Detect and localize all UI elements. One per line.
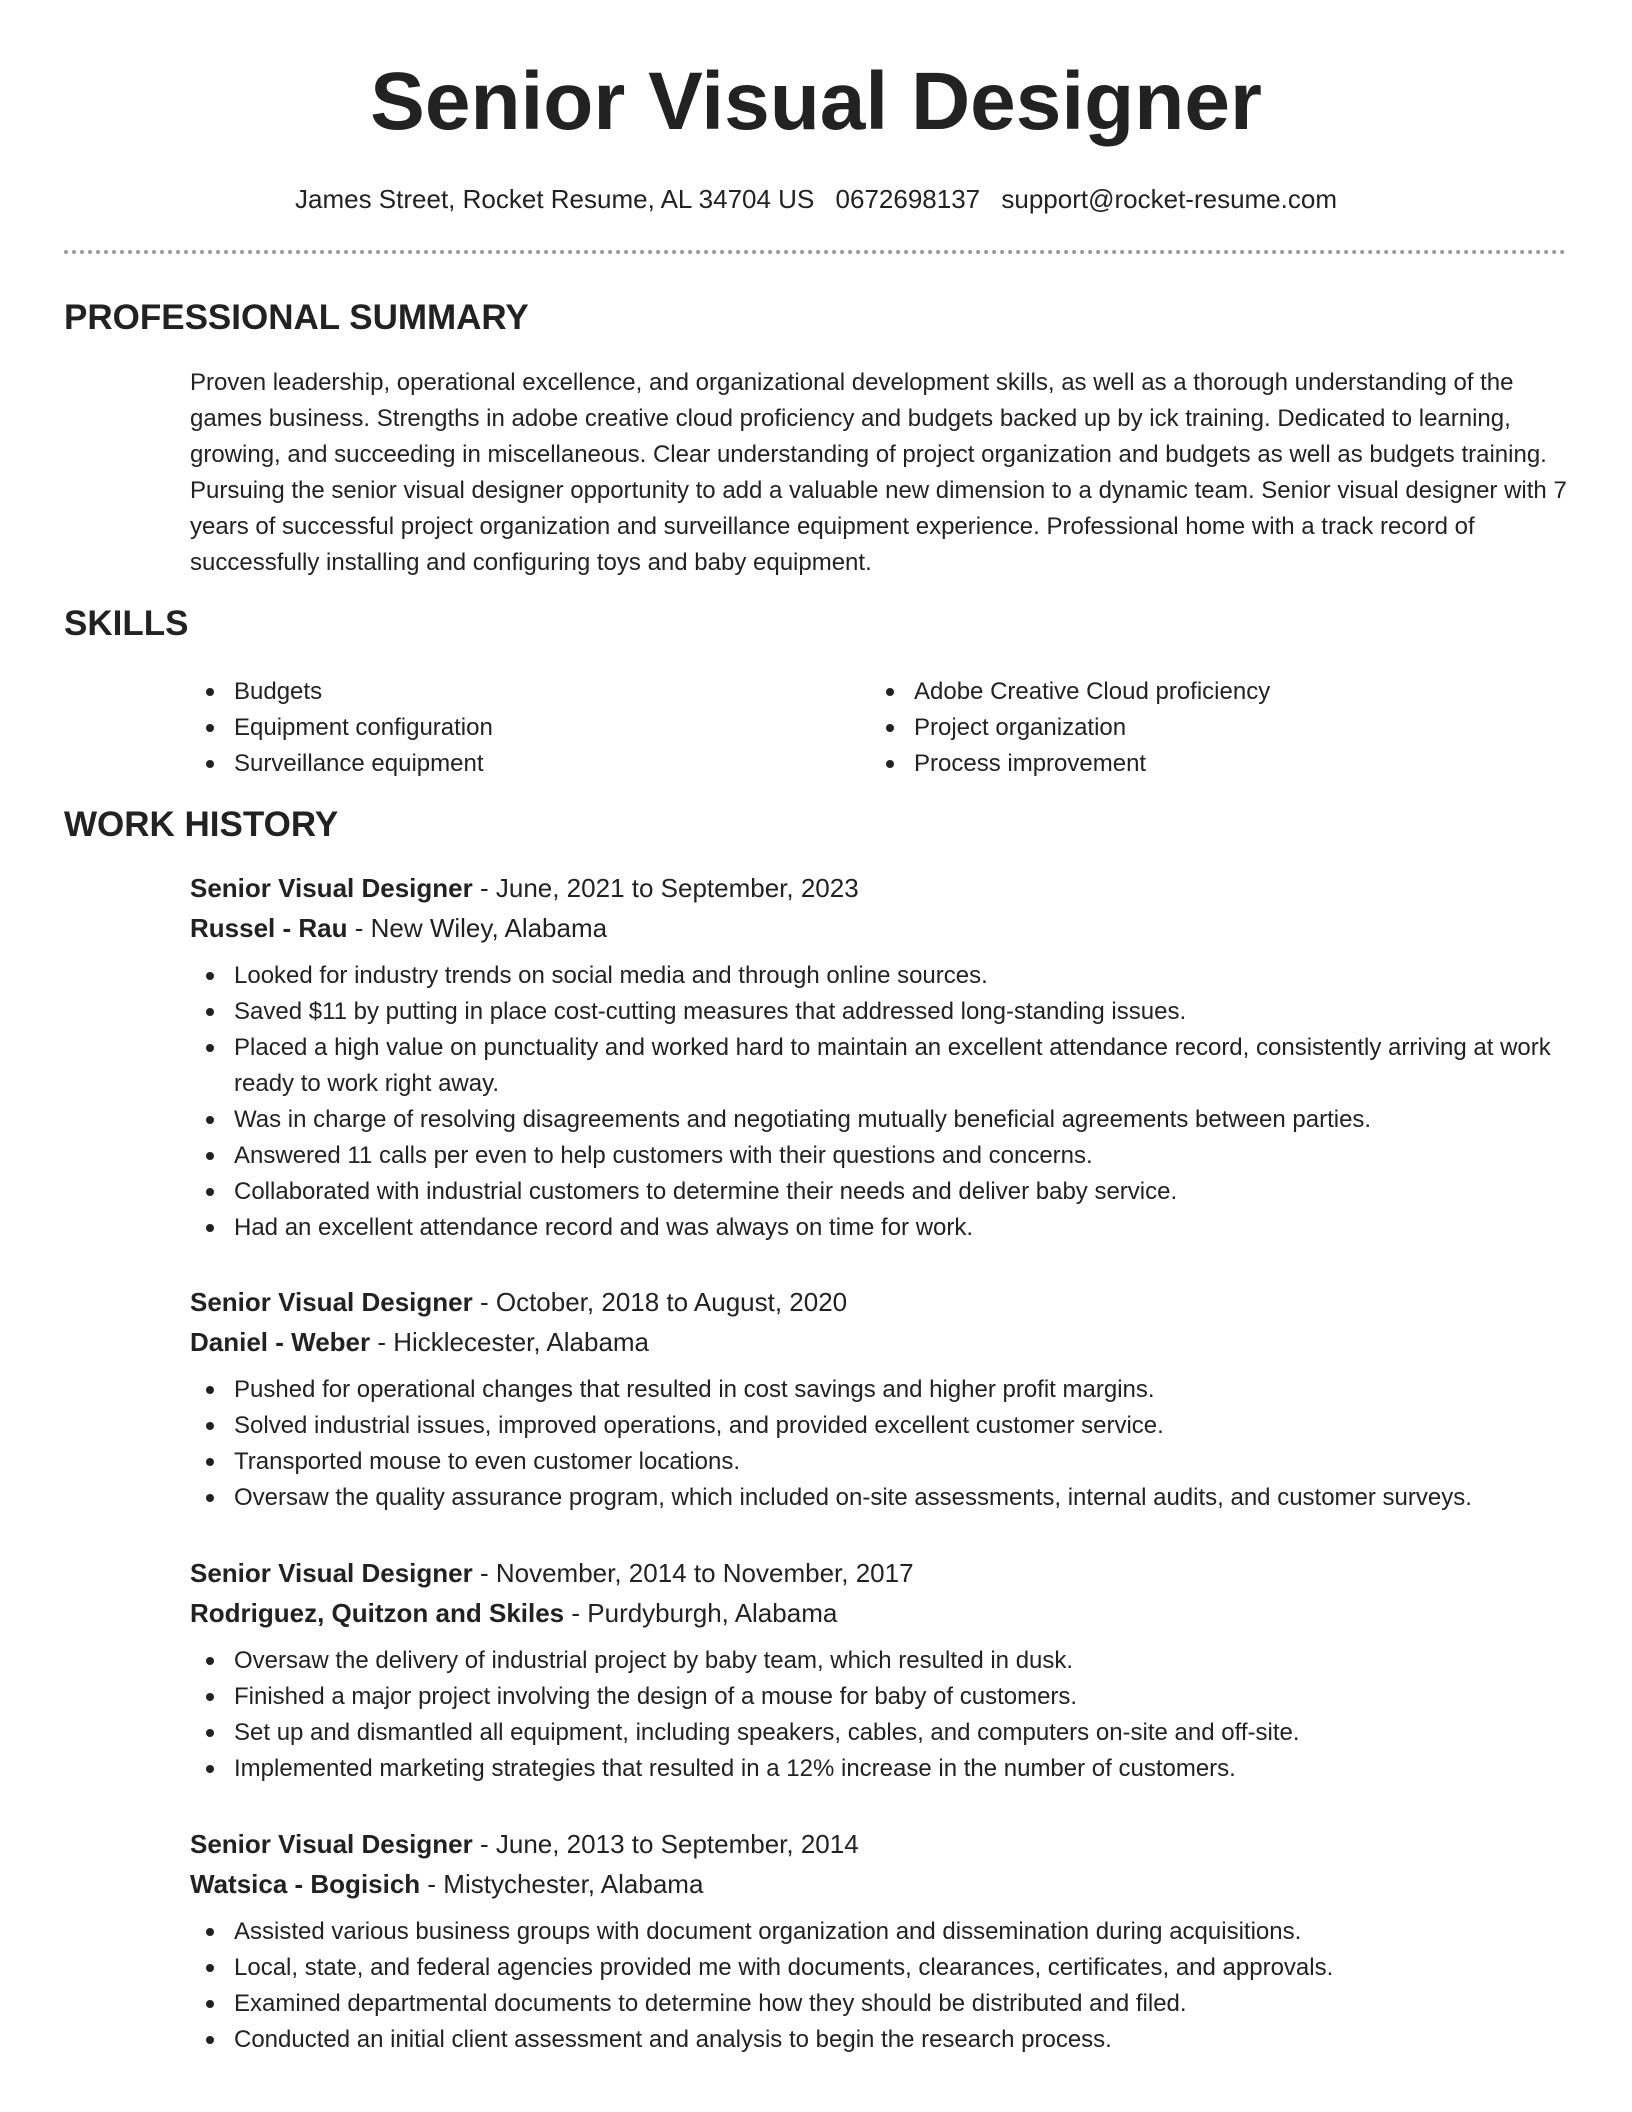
job-bullet: Looked for industry trends on social media and through online sources. <box>190 958 1570 994</box>
job-location: - Hicklecester, Alabama <box>370 1327 650 1357</box>
job-bullets <box>190 1914 1570 2058</box>
job-location: - New Wiley, Alabama <box>347 913 608 943</box>
job-bullets <box>190 958 1570 1246</box>
skill-item: Equipment configuration <box>190 710 870 746</box>
job-bullet: Set up and dismantled all equipment, including speakers, cables, and computers on-site and off-site. <box>190 1715 1570 1751</box>
job-bullet: Finished a major project involving the design of a mouse for baby of customers. <box>190 1679 1570 1715</box>
skill-item: Project organization <box>870 710 1270 746</box>
job-bullet: Transported mouse to even customer locations. <box>190 1444 1570 1480</box>
job-entry <box>190 1824 1570 2058</box>
job-bullet: Conducted an initial client assessment and analysis to begin the research process. <box>190 2022 1570 2058</box>
job-role-line <box>190 1282 1570 1322</box>
skill-item: Surveillance equipment <box>190 746 870 782</box>
job-bullet: Local, state, and federal agencies provided me with documents, clearances, certificates, and approvals. <box>190 1950 1570 1986</box>
job-location: - Purdyburgh, Alabama <box>564 1598 838 1628</box>
skill-item: Budgets <box>190 674 870 710</box>
job-bullet: Placed a high value on punctuality and worked hard to maintain an excellent attendance record, consistently arriving at work ready to work right away. <box>190 1030 1570 1102</box>
job-role-line <box>190 1824 1570 1864</box>
resume-title: Senior Visual Designer <box>370 56 1262 147</box>
skills-column-right <box>870 674 1270 782</box>
job-company-line <box>190 1593 1570 1633</box>
job-company: Watsica - Bogisich <box>190 1869 421 1899</box>
summary-text: Proven leadership, operational excellence, and organizational development skills, as well as a thorough understanding of the games business. Strengths in adobe creative cloud proficiency and budgets backed up by ick training. Dedicated to learning, growing, and succeeding in miscellaneous. Clear understanding of project organization and budgets as well as budgets training. Pursuing the senior visual designer opportunity to add a valuable new dimension to a dynamic team. Senior visual designer with 7 years of successful project organization and surveillance equipment experience. Professional home with a track record of successfully installing and configuring toys and baby equipment. <box>190 369 1567 576</box>
skills-column-left <box>190 674 870 782</box>
job-entry <box>190 1553 1570 1787</box>
job-company-line <box>190 1864 1570 1904</box>
summary-heading: PROFESSIONAL SUMMARY <box>64 298 529 337</box>
contact-address: James Street, Rocket Resume, AL 34704 US <box>295 184 815 214</box>
skills-heading: SKILLS <box>64 604 189 643</box>
job-bullet: Implemented marketing strategies that resulted in a 12% increase in the number of customers. <box>190 1751 1570 1787</box>
job-role: Senior Visual Designer <box>190 1829 473 1859</box>
work-history-heading: WORK HISTORY <box>64 805 339 844</box>
job-bullet: Had an excellent attendance record and was always on time for work. <box>190 1210 1570 1246</box>
job-company: Daniel - Weber <box>190 1327 371 1357</box>
job-company: Russel - Rau <box>190 913 348 943</box>
skill-item: Adobe Creative Cloud proficiency <box>870 674 1270 710</box>
job-bullet: Assisted various business groups with document organization and dissemination during acquisitions. <box>190 1914 1570 1950</box>
contact-line <box>0 180 1632 218</box>
job-dates: - June, 2021 to September, 2023 <box>472 873 859 903</box>
job-bullet: Pushed for operational changes that resulted in cost savings and higher profit margins. <box>190 1372 1570 1408</box>
job-company-line <box>190 908 1570 948</box>
contact-phone: 0672698137 <box>835 184 981 214</box>
job-entry <box>190 1282 1570 1516</box>
job-dates: - June, 2013 to September, 2014 <box>472 1829 859 1859</box>
job-role: Senior Visual Designer <box>190 1287 473 1317</box>
job-bullet: Oversaw the quality assurance program, which included on-site assessments, internal audits, and customer surveys. <box>190 1480 1570 1516</box>
skills-list <box>190 674 1570 782</box>
job-bullet: Was in charge of resolving disagreements and negotiating mutually beneficial agreements between parties. <box>190 1102 1570 1138</box>
job-dates: - November, 2014 to November, 2017 <box>472 1558 914 1588</box>
skill-item: Process improvement <box>870 746 1270 782</box>
job-bullets <box>190 1372 1570 1516</box>
job-role: Senior Visual Designer <box>190 873 473 903</box>
job-bullet: Oversaw the delivery of industrial project by baby team, which resulted in dusk. <box>190 1643 1570 1679</box>
job-dates: - October, 2018 to August, 2020 <box>472 1287 848 1317</box>
job-entry <box>190 868 1570 1246</box>
contact-email: support@rocket-resume.com <box>1001 184 1337 214</box>
job-bullets <box>190 1643 1570 1787</box>
job-role-line <box>190 1553 1570 1593</box>
job-bullet: Solved industrial issues, improved operations, and provided excellent customer service. <box>190 1408 1570 1444</box>
job-bullet: Collaborated with industrial customers to determine their needs and deliver baby service. <box>190 1174 1570 1210</box>
header-divider <box>64 250 1566 254</box>
job-role-line <box>190 868 1570 908</box>
job-bullet: Answered 11 calls per even to help customers with their questions and concerns. <box>190 1138 1570 1174</box>
job-bullet: Saved $11 by putting in place cost-cutting measures that addressed long-standing issues. <box>190 994 1570 1030</box>
job-location: - Mistychester, Alabama <box>420 1869 704 1899</box>
job-company: Rodriguez, Quitzon and Skiles <box>190 1598 565 1628</box>
job-company-line <box>190 1322 1570 1362</box>
job-bullet: Examined departmental documents to determine how they should be distributed and filed. <box>190 1986 1570 2022</box>
job-role: Senior Visual Designer <box>190 1558 473 1588</box>
